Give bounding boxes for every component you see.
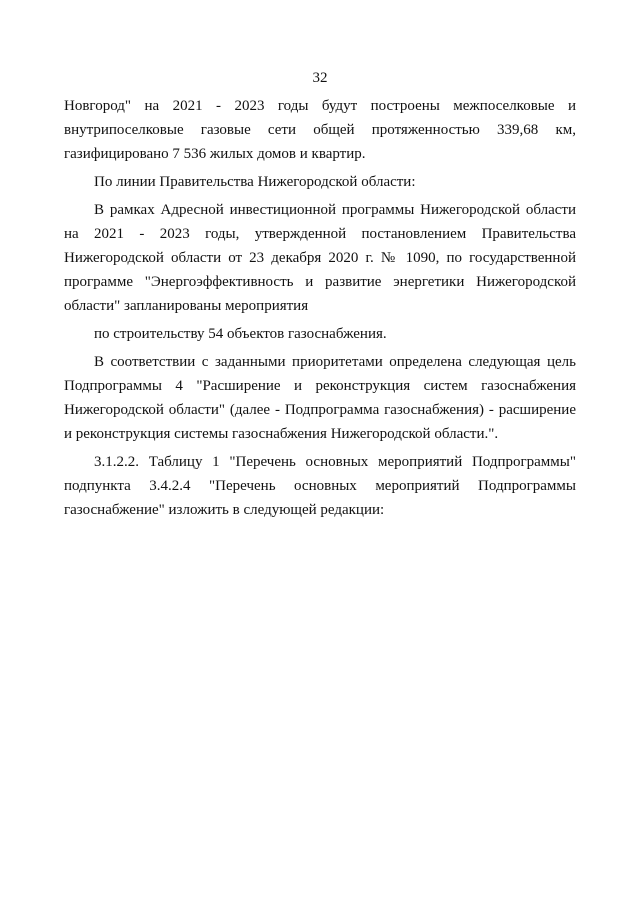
paragraph-subprogram-goal: В соответствии с заданными приоритетами определена следующая цель Подпрограммы 4 "Расширение и реконструкция систем газоснабжения Нижегородской области" (далее - Подпрограмма газоснабжения) - расширение и реконструкция системы газоснабжения Нижегородской области.". bbox=[64, 354, 576, 442]
paragraph-government-line: По линии Правительства Нижегородской области: bbox=[94, 174, 416, 190]
paragraph-table-amendment: 3.1.2.2. Таблицу 1 "Перечень основных мероприятий Подпрограммы" подпункта 3.4.2.4 "Перечень основных мероприятий Подпрограммы газоснабжение" изложить в следующей редакции: bbox=[64, 454, 576, 518]
page-number: 32 bbox=[312, 70, 328, 86]
paragraph-gas-networks: Новгород" на 2021 - 2023 годы будут построены межпоселковые и внутрипоселковые газовые сети общей протяженностью 339,68 км, газифицировано 7 536 жилых домов и квартир. bbox=[64, 98, 576, 162]
paragraph-investment-program: В рамках Адресной инвестиционной программы Нижегородской области на 2021 - 2023 годы, утвержденной постановлением Правительства Нижегородской области от 23 декабря 2020 г. № 1090, по государственной программе "Энергоэффективность и развитие энергетики Нижегородской области" запланированы мероприятия bbox=[64, 202, 576, 314]
document-body bbox=[64, 94, 576, 526]
paragraph-construction-objects: по строительству 54 объектов газоснабжения. bbox=[94, 326, 387, 342]
